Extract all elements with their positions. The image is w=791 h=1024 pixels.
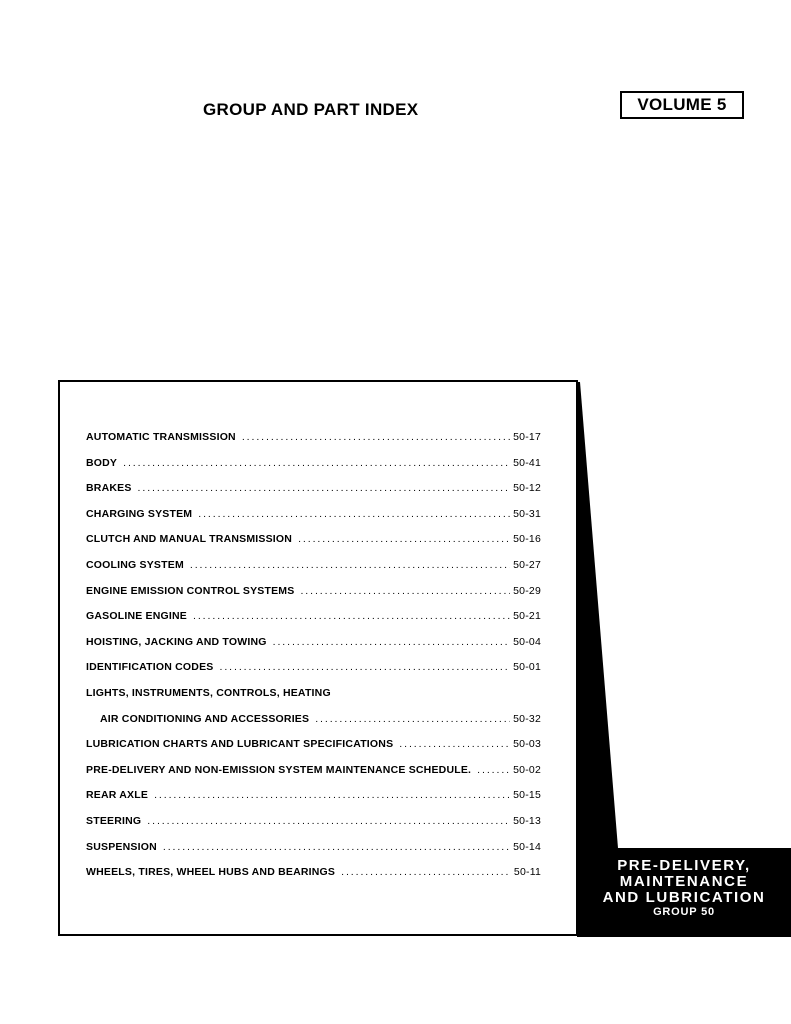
- entry-page: 50-32: [513, 712, 541, 725]
- index-entry[interactable]: [86, 508, 541, 534]
- index-entry[interactable]: [86, 636, 541, 662]
- dot-leader: [242, 431, 510, 443]
- entry-page: 50-17: [513, 431, 541, 443]
- entry-page: 50-12: [513, 482, 541, 495]
- entry-label: CLUTCH AND MANUAL TRANSMISSION: [86, 533, 293, 546]
- entry-label: BRAKES: [86, 482, 132, 495]
- index-entry[interactable]: [86, 482, 541, 508]
- index-entry[interactable]: [86, 431, 541, 457]
- dot-leader: [123, 457, 510, 469]
- entry-page: 50-14: [513, 840, 541, 853]
- dot-leader: [138, 482, 511, 494]
- index-entry[interactable]: [86, 585, 541, 611]
- entry-label: STEERING: [86, 814, 142, 827]
- tab-line: AND LUBRICATION: [602, 889, 766, 906]
- index-entry[interactable]: [86, 533, 541, 559]
- index-entry[interactable]: [86, 815, 541, 841]
- entry-page: 50-01: [513, 661, 541, 674]
- page-title: GROUP AND PART INDEX: [203, 100, 419, 119]
- entry-label: LUBRICATION CHARTS AND LUBRICANT SPECIFICATIONS: [86, 738, 394, 751]
- entry-page: 50-04: [513, 635, 541, 648]
- group-tab: [577, 848, 791, 937]
- entry-label: AIR CONDITIONING AND ACCESSORIES: [100, 712, 310, 725]
- entry-label: CHARGING SYSTEM: [86, 507, 193, 520]
- index-entry[interactable]: [86, 457, 541, 483]
- entry-label: LIGHTS, INSTRUMENTS, CONTROLS, HEATING: [86, 686, 331, 699]
- entry-page: 50-02: [513, 763, 541, 776]
- entry-page: 50-27: [513, 558, 541, 571]
- index-entry[interactable]: [86, 738, 541, 764]
- entry-label: COOLING SYSTEM: [86, 558, 184, 571]
- entry-page: 50-31: [513, 507, 541, 520]
- entry-label: BODY: [86, 456, 118, 469]
- entry-label: PRE-DELIVERY AND NON-EMISSION SYSTEM MAINTENANCE SCHEDULE.: [86, 763, 472, 776]
- index-entry[interactable]: [86, 841, 541, 867]
- index-entry-heading: [86, 687, 541, 713]
- dot-leader: [198, 508, 510, 520]
- index-entry[interactable]: [86, 610, 541, 636]
- index-entry[interactable]: [86, 559, 541, 585]
- entry-label: AUTOMATIC TRANSMISSION: [86, 431, 236, 443]
- entry-label: SUSPENSION: [86, 840, 157, 853]
- entry-page: 50-21: [513, 610, 541, 623]
- entry-label: WHEELS, TIRES, WHEEL HUBS AND BEARINGS: [86, 866, 336, 879]
- dot-leader: [341, 866, 511, 878]
- index-entry[interactable]: [86, 764, 541, 790]
- dot-leader: [399, 738, 510, 750]
- dot-leader: [154, 789, 510, 801]
- dot-leader: [190, 559, 510, 571]
- tab-line: MAINTENANCE: [619, 873, 749, 890]
- dot-leader: [147, 815, 510, 827]
- index-entry[interactable]: [86, 661, 541, 687]
- entry-page: 50-13: [513, 814, 541, 827]
- entry-page: 50-03: [513, 738, 541, 751]
- dot-leader: [300, 585, 510, 597]
- index-entry[interactable]: [86, 866, 541, 892]
- entry-label: IDENTIFICATION CODES: [86, 661, 214, 674]
- dot-leader: [273, 636, 511, 648]
- tab-line: PRE-DELIVERY,: [617, 857, 751, 874]
- entry-page: 50-11: [513, 866, 541, 879]
- tab-group-number: GROUP 50: [653, 906, 715, 918]
- dot-leader: [315, 713, 510, 725]
- entry-label: GASOLINE ENGINE: [86, 610, 188, 623]
- dot-leader: [163, 841, 510, 853]
- index-entry[interactable]: [86, 713, 541, 739]
- dot-leader: [298, 533, 510, 545]
- entry-page: 50-41: [513, 456, 541, 469]
- dot-leader: [477, 764, 510, 776]
- index-entry[interactable]: [86, 789, 541, 815]
- dot-leader: [219, 661, 510, 673]
- entry-page: 50-29: [513, 584, 541, 597]
- volume-label: VOLUME 5: [620, 91, 744, 119]
- entry-label: HOISTING, JACKING AND TOWING: [86, 635, 267, 648]
- entry-label: ENGINE EMISSION CONTROL SYSTEMS: [86, 584, 295, 597]
- entry-label: REAR AXLE: [86, 789, 149, 802]
- entry-page: 50-15: [513, 789, 541, 802]
- dot-leader: [193, 610, 510, 622]
- entry-page: 50-16: [513, 533, 541, 546]
- index-list: [86, 431, 541, 892]
